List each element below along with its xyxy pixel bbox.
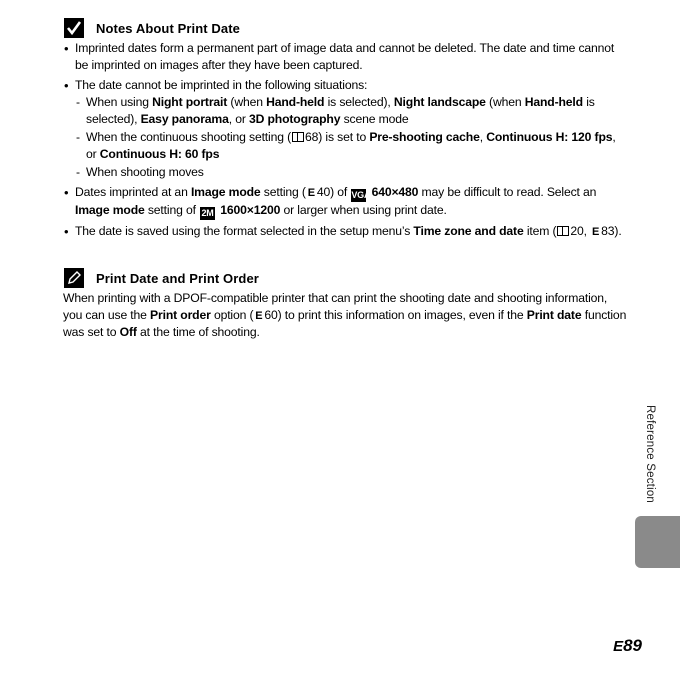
print-order-body: When printing with a DPOF-compatible printer that can print the shooting date and shooting information, you can use the Print order option ( E 60) to print this information on images, even if the Print date function was set to Off at the time of shooting. [63, 291, 627, 339]
list-item: - When shooting moves [75, 164, 624, 181]
notes-heading [64, 18, 240, 38]
vga-mode-icon: VGA [351, 190, 371, 200]
e-ref-icon: E [307, 187, 315, 199]
list-item: • The date cannot be imprinted in the following situations: - When using Night portrait (when Hand-held is selected), Night landscape (when Hand-held is selected), Easy panorama, or 3D photography scene mode - When the continuous shooting setting ( 68) is set to Pre-shooting cache, Continuous H: 120 fps, or Continuous H: 60 fps - When shooting moves [64, 77, 624, 181]
2m-mode-icon: 2M [201, 208, 214, 218]
list-item: • Dates imprinted at an Image mode setting ( E 40) of VGA 640×480 may be difficult to read. Select an Image mode setting of 2M 1600×1200 or larger when using print date. [64, 184, 624, 220]
e-ref-icon: E [255, 310, 263, 322]
e-ref-icon: E [613, 638, 624, 655]
list-item: - When using Night portrait (when Hand-held is selected), Night landscape (when Hand-held is selected), Easy panorama, or 3D photography scene mode [75, 94, 624, 128]
list-item: - When the continuous shooting setting ( 68) is set to Pre-shooting cache, Continuous H: 120 fps, or Continuous H: 60 fps [75, 129, 624, 163]
list-item: • Imprinted dates form a permanent part of image data and cannot be deleted. The date and time cannot be imprinted on images after they have been captured. [64, 40, 624, 74]
book-ref-icon [292, 132, 304, 142]
notes-body [64, 40, 624, 243]
book-ref-icon [557, 226, 569, 236]
e-ref-icon: E [592, 226, 600, 238]
notes-title: Notes About Print Date [96, 20, 241, 36]
section-tab [635, 516, 680, 568]
list-item: • The date is saved using the format selected in the setup menu’s Time zone and date item ( 20, E 83). [64, 223, 624, 240]
checkmark-icon [64, 18, 84, 38]
print-order-heading [64, 268, 259, 288]
page-number: E89 [613, 636, 642, 655]
print-order-title: Print Date and Print Order [96, 270, 259, 286]
section-label: Reference Section [644, 405, 656, 504]
pencil-icon [64, 268, 84, 288]
